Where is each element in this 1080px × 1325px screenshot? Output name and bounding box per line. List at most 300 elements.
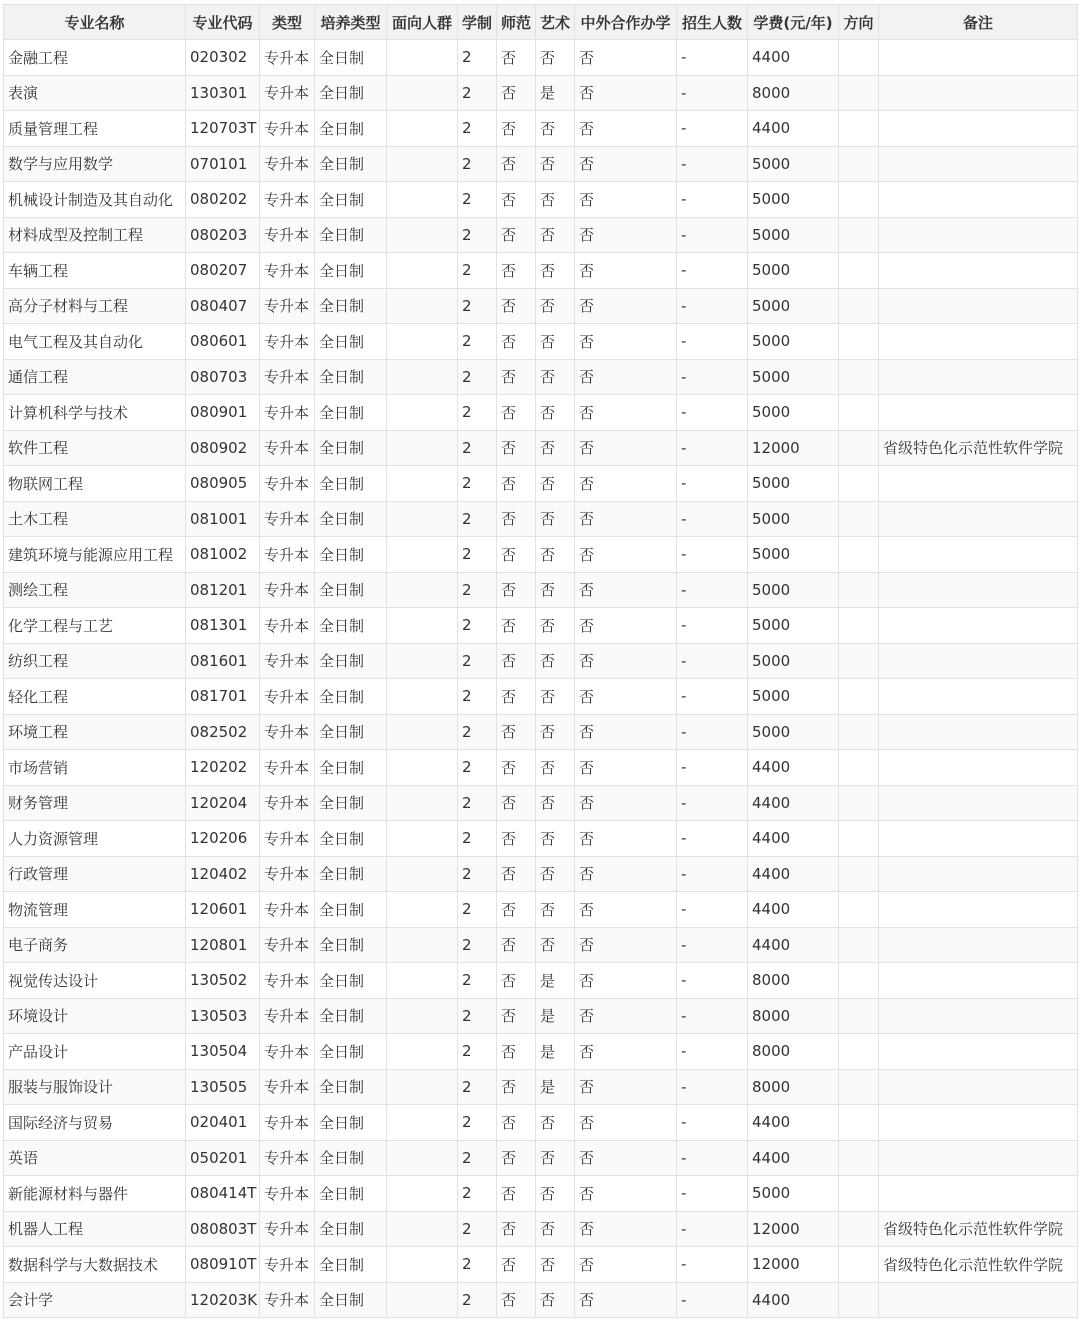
remark-cell xyxy=(879,40,1078,76)
remark-cell xyxy=(879,1034,1078,1070)
enrollment-cell: - xyxy=(677,679,748,715)
duration-cell: 2 xyxy=(458,430,497,466)
study-mode-cell: 全日制 xyxy=(315,572,387,608)
table-row xyxy=(4,182,1078,218)
type-cell: 专升本 xyxy=(260,1176,315,1212)
major-code-cell: 080910T xyxy=(186,1247,260,1283)
art-cell: 否 xyxy=(536,1105,575,1141)
major-name-cell: 物流管理 xyxy=(4,892,186,928)
major-code-cell: 130503 xyxy=(186,998,260,1034)
major-name-cell: 纺织工程 xyxy=(4,643,186,679)
major-name-cell: 轻化工程 xyxy=(4,679,186,715)
art-cell: 否 xyxy=(536,643,575,679)
direction-cell xyxy=(839,1034,879,1070)
art-cell: 否 xyxy=(536,182,575,218)
remark-cell xyxy=(879,608,1078,644)
direction-cell xyxy=(839,501,879,537)
art-cell: 否 xyxy=(536,217,575,253)
direction-cell xyxy=(839,430,879,466)
duration-cell: 2 xyxy=(458,998,497,1034)
type-cell: 专升本 xyxy=(260,182,315,218)
art-cell: 是 xyxy=(536,75,575,111)
header-cell[interactable]: 学制 xyxy=(458,5,497,40)
type-cell: 专升本 xyxy=(260,1069,315,1105)
study-mode-cell: 全日制 xyxy=(315,750,387,786)
program-table xyxy=(3,4,1078,1318)
remark-cell xyxy=(879,217,1078,253)
remark-cell xyxy=(879,572,1078,608)
duration-cell: 2 xyxy=(458,643,497,679)
direction-cell xyxy=(839,1211,879,1247)
normal-cell: 否 xyxy=(497,927,536,963)
normal-cell: 否 xyxy=(497,1034,536,1070)
sino-foreign-cell: 否 xyxy=(575,998,677,1034)
direction-cell xyxy=(839,1105,879,1141)
header-cell[interactable]: 师范 xyxy=(497,5,536,40)
study-mode-cell: 全日制 xyxy=(315,643,387,679)
table-row xyxy=(4,537,1078,573)
enrollment-cell: - xyxy=(677,111,748,147)
major-name-cell: 新能源材料与器件 xyxy=(4,1176,186,1212)
study-mode-cell: 全日制 xyxy=(315,359,387,395)
normal-cell: 否 xyxy=(497,1105,536,1141)
normal-cell: 否 xyxy=(497,1069,536,1105)
table-body xyxy=(4,40,1078,1318)
sino-foreign-cell: 否 xyxy=(575,1140,677,1176)
normal-cell: 否 xyxy=(497,111,536,147)
target-group-cell xyxy=(387,643,458,679)
tuition-cell: 5000 xyxy=(748,1176,839,1212)
major-code-cell: 080905 xyxy=(186,466,260,502)
enrollment-cell: - xyxy=(677,927,748,963)
remark-cell xyxy=(879,146,1078,182)
enrollment-cell: - xyxy=(677,182,748,218)
normal-cell: 否 xyxy=(497,466,536,502)
enrollment-cell: - xyxy=(677,1176,748,1212)
normal-cell: 否 xyxy=(497,785,536,821)
sino-foreign-cell: 否 xyxy=(575,821,677,857)
direction-cell xyxy=(839,359,879,395)
major-code-cell: 080803T xyxy=(186,1211,260,1247)
major-name-cell: 机器人工程 xyxy=(4,1211,186,1247)
study-mode-cell: 全日制 xyxy=(315,856,387,892)
normal-cell: 否 xyxy=(497,608,536,644)
sino-foreign-cell: 否 xyxy=(575,963,677,999)
art-cell: 否 xyxy=(536,679,575,715)
normal-cell: 否 xyxy=(497,998,536,1034)
study-mode-cell: 全日制 xyxy=(315,1176,387,1212)
art-cell: 否 xyxy=(536,927,575,963)
art-cell: 否 xyxy=(536,714,575,750)
table-row xyxy=(4,1211,1078,1247)
normal-cell: 否 xyxy=(497,217,536,253)
table-row xyxy=(4,963,1078,999)
duration-cell: 2 xyxy=(458,1247,497,1283)
normal-cell: 否 xyxy=(497,395,536,431)
sino-foreign-cell: 否 xyxy=(575,608,677,644)
duration-cell: 2 xyxy=(458,288,497,324)
table-row xyxy=(4,927,1078,963)
table-row xyxy=(4,572,1078,608)
direction-cell xyxy=(839,643,879,679)
study-mode-cell: 全日制 xyxy=(315,146,387,182)
type-cell: 专升本 xyxy=(260,785,315,821)
duration-cell: 2 xyxy=(458,1105,497,1141)
study-mode-cell: 全日制 xyxy=(315,217,387,253)
major-code-cell: 080207 xyxy=(186,253,260,289)
type-cell: 专升本 xyxy=(260,501,315,537)
direction-cell xyxy=(839,537,879,573)
sino-foreign-cell: 否 xyxy=(575,1105,677,1141)
target-group-cell xyxy=(387,40,458,76)
direction-cell xyxy=(839,998,879,1034)
normal-cell: 否 xyxy=(497,856,536,892)
tuition-cell: 5000 xyxy=(748,217,839,253)
duration-cell: 2 xyxy=(458,750,497,786)
type-cell: 专升本 xyxy=(260,359,315,395)
enrollment-cell: - xyxy=(677,643,748,679)
header-cell[interactable]: 艺术 xyxy=(536,5,575,40)
sino-foreign-cell: 否 xyxy=(575,892,677,928)
major-name-cell: 会计学 xyxy=(4,1282,186,1318)
major-code-cell: 080901 xyxy=(186,395,260,431)
duration-cell: 2 xyxy=(458,963,497,999)
direction-cell xyxy=(839,253,879,289)
duration-cell: 2 xyxy=(458,182,497,218)
direction-cell xyxy=(839,182,879,218)
duration-cell: 2 xyxy=(458,466,497,502)
remark-cell xyxy=(879,856,1078,892)
major-name-cell: 财务管理 xyxy=(4,785,186,821)
tuition-cell: 5000 xyxy=(748,572,839,608)
type-cell: 专升本 xyxy=(260,253,315,289)
table-row xyxy=(4,466,1078,502)
direction-cell xyxy=(839,324,879,360)
study-mode-cell: 全日制 xyxy=(315,821,387,857)
art-cell: 否 xyxy=(536,892,575,928)
major-name-cell: 服装与服饰设计 xyxy=(4,1069,186,1105)
type-cell: 专升本 xyxy=(260,537,315,573)
normal-cell: 否 xyxy=(497,182,536,218)
major-code-cell: 081301 xyxy=(186,608,260,644)
major-name-cell: 行政管理 xyxy=(4,856,186,892)
normal-cell: 否 xyxy=(497,1140,536,1176)
direction-cell xyxy=(839,217,879,253)
header-cell[interactable]: 招生人数 xyxy=(677,5,748,40)
remark-cell xyxy=(879,288,1078,324)
major-code-cell: 081002 xyxy=(186,537,260,573)
target-group-cell xyxy=(387,1105,458,1141)
art-cell: 否 xyxy=(536,146,575,182)
duration-cell: 2 xyxy=(458,146,497,182)
tuition-cell: 4400 xyxy=(748,1105,839,1141)
normal-cell: 否 xyxy=(497,359,536,395)
study-mode-cell: 全日制 xyxy=(315,395,387,431)
direction-cell xyxy=(839,679,879,715)
normal-cell: 否 xyxy=(497,821,536,857)
target-group-cell xyxy=(387,359,458,395)
sino-foreign-cell: 否 xyxy=(575,359,677,395)
remark-cell: 省级特色化示范性软件学院 xyxy=(879,1247,1078,1283)
duration-cell: 2 xyxy=(458,537,497,573)
type-cell: 专升本 xyxy=(260,927,315,963)
target-group-cell xyxy=(387,111,458,147)
remark-cell xyxy=(879,785,1078,821)
remark-cell xyxy=(879,501,1078,537)
direction-cell xyxy=(839,927,879,963)
direction-cell xyxy=(839,1282,879,1318)
table-row xyxy=(4,643,1078,679)
remark-cell xyxy=(879,927,1078,963)
tuition-cell: 5000 xyxy=(748,537,839,573)
study-mode-cell: 全日制 xyxy=(315,182,387,218)
tuition-cell: 4400 xyxy=(748,40,839,76)
type-cell: 专升本 xyxy=(260,963,315,999)
enrollment-cell: - xyxy=(677,998,748,1034)
major-name-cell: 表演 xyxy=(4,75,186,111)
direction-cell xyxy=(839,111,879,147)
duration-cell: 2 xyxy=(458,1069,497,1105)
target-group-cell xyxy=(387,430,458,466)
enrollment-cell: - xyxy=(677,1069,748,1105)
enrollment-cell: - xyxy=(677,537,748,573)
major-name-cell: 视觉传达设计 xyxy=(4,963,186,999)
remark-cell xyxy=(879,395,1078,431)
normal-cell: 否 xyxy=(497,714,536,750)
duration-cell: 2 xyxy=(458,1034,497,1070)
duration-cell: 2 xyxy=(458,714,497,750)
study-mode-cell: 全日制 xyxy=(315,892,387,928)
art-cell: 否 xyxy=(536,359,575,395)
type-cell: 专升本 xyxy=(260,821,315,857)
duration-cell: 2 xyxy=(458,1282,497,1318)
major-code-cell: 120204 xyxy=(186,785,260,821)
target-group-cell xyxy=(387,75,458,111)
remark-cell xyxy=(879,111,1078,147)
type-cell: 专升本 xyxy=(260,111,315,147)
art-cell: 否 xyxy=(536,856,575,892)
table-row xyxy=(4,359,1078,395)
major-name-cell: 电子商务 xyxy=(4,927,186,963)
remark-cell xyxy=(879,714,1078,750)
study-mode-cell: 全日制 xyxy=(315,40,387,76)
tuition-cell: 4400 xyxy=(748,856,839,892)
header-cell[interactable]: 学费(元/年) xyxy=(748,5,839,40)
table-row xyxy=(4,608,1078,644)
major-code-cell: 120402 xyxy=(186,856,260,892)
duration-cell: 2 xyxy=(458,821,497,857)
study-mode-cell: 全日制 xyxy=(315,785,387,821)
table-row xyxy=(4,785,1078,821)
art-cell: 否 xyxy=(536,750,575,786)
major-code-cell: 080203 xyxy=(186,217,260,253)
major-code-cell: 130301 xyxy=(186,75,260,111)
major-code-cell: 080703 xyxy=(186,359,260,395)
enrollment-cell: - xyxy=(677,821,748,857)
enrollment-cell: - xyxy=(677,288,748,324)
art-cell: 否 xyxy=(536,466,575,502)
art-cell: 否 xyxy=(536,785,575,821)
enrollment-cell: - xyxy=(677,466,748,502)
target-group-cell xyxy=(387,1034,458,1070)
tuition-cell: 5000 xyxy=(748,608,839,644)
major-code-cell: 120601 xyxy=(186,892,260,928)
enrollment-cell: - xyxy=(677,608,748,644)
enrollment-cell: - xyxy=(677,324,748,360)
major-name-cell: 材料成型及控制工程 xyxy=(4,217,186,253)
tuition-cell: 4400 xyxy=(748,111,839,147)
remark-cell xyxy=(879,679,1078,715)
table-row xyxy=(4,111,1078,147)
direction-cell xyxy=(839,785,879,821)
normal-cell: 否 xyxy=(497,75,536,111)
header-cell[interactable]: 培养类型 xyxy=(315,5,387,40)
target-group-cell xyxy=(387,253,458,289)
table-row xyxy=(4,1140,1078,1176)
target-group-cell xyxy=(387,217,458,253)
major-name-cell: 计算机科学与技术 xyxy=(4,395,186,431)
type-cell: 专升本 xyxy=(260,1034,315,1070)
major-code-cell: 120703T xyxy=(186,111,260,147)
study-mode-cell: 全日制 xyxy=(315,1105,387,1141)
major-name-cell: 人力资源管理 xyxy=(4,821,186,857)
sino-foreign-cell: 否 xyxy=(575,501,677,537)
major-name-cell: 建筑环境与能源应用工程 xyxy=(4,537,186,573)
sino-foreign-cell: 否 xyxy=(575,714,677,750)
sino-foreign-cell: 否 xyxy=(575,1069,677,1105)
header-cell[interactable]: 专业名称 xyxy=(4,5,186,40)
major-name-cell: 产品设计 xyxy=(4,1034,186,1070)
enrollment-cell: - xyxy=(677,75,748,111)
table-row xyxy=(4,288,1078,324)
enrollment-cell: - xyxy=(677,892,748,928)
duration-cell: 2 xyxy=(458,856,497,892)
study-mode-cell: 全日制 xyxy=(315,75,387,111)
major-code-cell: 080601 xyxy=(186,324,260,360)
sino-foreign-cell: 否 xyxy=(575,75,677,111)
target-group-cell xyxy=(387,288,458,324)
direction-cell xyxy=(839,75,879,111)
direction-cell xyxy=(839,963,879,999)
sino-foreign-cell: 否 xyxy=(575,111,677,147)
sino-foreign-cell: 否 xyxy=(575,182,677,218)
art-cell: 否 xyxy=(536,324,575,360)
remark-cell xyxy=(879,253,1078,289)
table-row xyxy=(4,395,1078,431)
tuition-cell: 4400 xyxy=(748,821,839,857)
type-cell: 专升本 xyxy=(260,750,315,786)
target-group-cell xyxy=(387,821,458,857)
sino-foreign-cell: 否 xyxy=(575,1282,677,1318)
tuition-cell: 8000 xyxy=(748,963,839,999)
sino-foreign-cell: 否 xyxy=(575,146,677,182)
remark-cell xyxy=(879,1282,1078,1318)
major-name-cell: 机械设计制造及其自动化 xyxy=(4,182,186,218)
art-cell: 否 xyxy=(536,40,575,76)
remark-cell xyxy=(879,750,1078,786)
table-row xyxy=(4,856,1078,892)
remark-cell xyxy=(879,1176,1078,1212)
direction-cell xyxy=(839,892,879,928)
type-cell: 专升本 xyxy=(260,288,315,324)
table-row xyxy=(4,1105,1078,1141)
table-row xyxy=(4,1247,1078,1283)
header-cell[interactable]: 中外合作办学 xyxy=(575,5,677,40)
direction-cell xyxy=(839,466,879,502)
tuition-cell: 5000 xyxy=(748,359,839,395)
normal-cell: 否 xyxy=(497,892,536,928)
duration-cell: 2 xyxy=(458,1211,497,1247)
major-name-cell: 环境工程 xyxy=(4,714,186,750)
type-cell: 专升本 xyxy=(260,643,315,679)
sino-foreign-cell: 否 xyxy=(575,537,677,573)
header-cell[interactable]: 专业代码 xyxy=(186,5,260,40)
target-group-cell xyxy=(387,892,458,928)
study-mode-cell: 全日制 xyxy=(315,1034,387,1070)
type-cell: 专升本 xyxy=(260,1105,315,1141)
direction-cell xyxy=(839,856,879,892)
type-cell: 专升本 xyxy=(260,324,315,360)
art-cell: 是 xyxy=(536,963,575,999)
remark-cell xyxy=(879,182,1078,218)
target-group-cell xyxy=(387,927,458,963)
enrollment-cell: - xyxy=(677,253,748,289)
major-name-cell: 环境设计 xyxy=(4,998,186,1034)
header-cell[interactable]: 方向 xyxy=(839,5,879,40)
remark-cell xyxy=(879,359,1078,395)
enrollment-cell: - xyxy=(677,501,748,537)
direction-cell xyxy=(839,714,879,750)
major-name-cell: 高分子材料与工程 xyxy=(4,288,186,324)
major-code-cell: 130504 xyxy=(186,1034,260,1070)
table-row xyxy=(4,1069,1078,1105)
tuition-cell: 4400 xyxy=(748,785,839,821)
direction-cell xyxy=(839,572,879,608)
target-group-cell xyxy=(387,1140,458,1176)
art-cell: 是 xyxy=(536,1034,575,1070)
study-mode-cell: 全日制 xyxy=(315,679,387,715)
tuition-cell: 4400 xyxy=(748,1282,839,1318)
header-cell[interactable]: 备注 xyxy=(879,5,1078,40)
study-mode-cell: 全日制 xyxy=(315,927,387,963)
normal-cell: 否 xyxy=(497,146,536,182)
type-cell: 专升本 xyxy=(260,217,315,253)
study-mode-cell: 全日制 xyxy=(315,963,387,999)
type-cell: 专升本 xyxy=(260,856,315,892)
type-cell: 专升本 xyxy=(260,572,315,608)
remark-cell xyxy=(879,75,1078,111)
major-code-cell: 080902 xyxy=(186,430,260,466)
study-mode-cell: 全日制 xyxy=(315,998,387,1034)
major-code-cell: 120203K xyxy=(186,1282,260,1318)
sino-foreign-cell: 否 xyxy=(575,324,677,360)
remark-cell xyxy=(879,1105,1078,1141)
target-group-cell xyxy=(387,537,458,573)
duration-cell: 2 xyxy=(458,927,497,963)
study-mode-cell: 全日制 xyxy=(315,501,387,537)
major-name-cell: 车辆工程 xyxy=(4,253,186,289)
header-cell[interactable]: 面向人群 xyxy=(387,5,458,40)
type-cell: 专升本 xyxy=(260,1140,315,1176)
major-name-cell: 质量管理工程 xyxy=(4,111,186,147)
major-code-cell: 020302 xyxy=(186,40,260,76)
normal-cell: 否 xyxy=(497,40,536,76)
sino-foreign-cell: 否 xyxy=(575,679,677,715)
major-name-cell: 英语 xyxy=(4,1140,186,1176)
enrollment-cell: - xyxy=(677,572,748,608)
enrollment-cell: - xyxy=(677,1247,748,1283)
header-cell[interactable]: 类型 xyxy=(260,5,315,40)
